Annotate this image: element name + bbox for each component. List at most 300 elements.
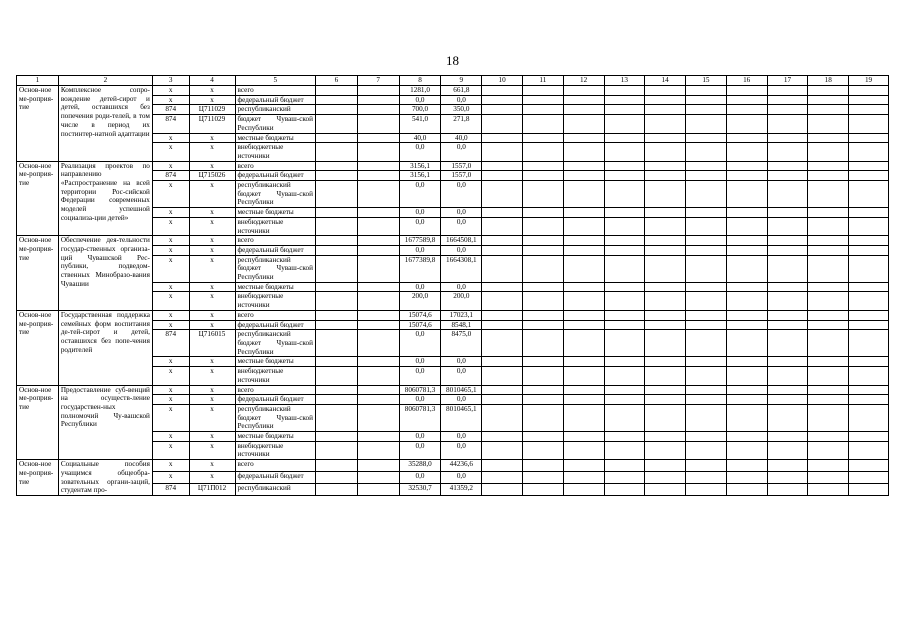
empty-cell <box>563 105 604 115</box>
funding-source: республиканский бюджет Чуваш-ской Республики <box>235 181 316 208</box>
empty-cell <box>726 143 767 161</box>
value-col-8: 0,0 <box>399 472 441 484</box>
empty-cell <box>726 484 767 496</box>
empty-cell <box>808 115 849 133</box>
empty-cell <box>849 484 889 496</box>
value-col-8: 8060781,3 <box>399 385 441 395</box>
empty-cell <box>357 86 399 96</box>
empty-cell <box>808 282 849 292</box>
empty-cell <box>808 432 849 442</box>
empty-cell <box>482 133 523 143</box>
table-row <box>17 385 889 395</box>
empty-cell <box>482 255 523 282</box>
empty-cell <box>726 395 767 405</box>
grbs-code: x <box>152 236 189 246</box>
empty-cell <box>604 171 645 181</box>
funding-source: федеральный бюджет <box>235 95 316 105</box>
value-col-9: 40,0 <box>441 133 482 143</box>
empty-cell <box>563 217 604 235</box>
activity-name: Обеспечение дея-тельности государ-ственных организа-ций Чувашской Рес-публики, подведом-ственных Минобразо-вания Чувашии <box>58 236 152 311</box>
empty-cell <box>808 208 849 218</box>
value-col-8: 700,0 <box>399 105 441 115</box>
empty-cell <box>316 236 358 246</box>
empty-cell <box>563 432 604 442</box>
empty-cell <box>686 385 727 395</box>
grbs-code: x <box>152 255 189 282</box>
empty-cell <box>522 86 563 96</box>
empty-cell <box>522 143 563 161</box>
target-item-code: x <box>189 367 235 385</box>
funding-source: внебюджетные источники <box>235 367 316 385</box>
value-col-9: 200,0 <box>441 292 482 310</box>
empty-cell <box>767 432 808 442</box>
empty-cell <box>767 217 808 235</box>
value-col-9: 8010465,1 <box>441 404 482 431</box>
empty-cell <box>357 143 399 161</box>
empty-cell <box>686 320 727 330</box>
value-col-8: 0,0 <box>399 208 441 218</box>
target-item-code: x <box>189 217 235 235</box>
empty-cell <box>645 310 686 320</box>
empty-cell <box>316 143 358 161</box>
empty-cell <box>726 320 767 330</box>
funding-source: федеральный бюджет <box>235 245 316 255</box>
empty-cell <box>482 385 523 395</box>
empty-cell <box>686 330 727 357</box>
grbs-code: 874 <box>152 484 189 496</box>
empty-cell <box>808 472 849 484</box>
column-header: 3 <box>152 76 189 86</box>
value-col-9: 1664308,1 <box>441 255 482 282</box>
grbs-code: 874 <box>152 105 189 115</box>
grbs-code: x <box>152 404 189 431</box>
empty-cell <box>808 385 849 395</box>
funding-source: федеральный бюджет <box>235 472 316 484</box>
empty-cell <box>849 320 889 330</box>
empty-cell <box>686 441 727 459</box>
empty-cell <box>849 460 889 472</box>
empty-cell <box>563 367 604 385</box>
empty-cell <box>849 310 889 320</box>
empty-cell <box>604 181 645 208</box>
empty-cell <box>316 245 358 255</box>
empty-cell <box>522 292 563 310</box>
empty-cell <box>563 255 604 282</box>
empty-cell <box>563 245 604 255</box>
empty-cell <box>767 292 808 310</box>
empty-cell <box>316 105 358 115</box>
empty-cell <box>316 357 358 367</box>
empty-cell <box>645 404 686 431</box>
empty-cell <box>686 236 727 246</box>
empty-cell <box>645 385 686 395</box>
empty-cell <box>357 171 399 181</box>
empty-cell <box>316 460 358 472</box>
empty-cell <box>808 460 849 472</box>
empty-cell <box>686 472 727 484</box>
activity-type: Основ-ное ме-роприя-тие <box>17 310 59 385</box>
empty-cell <box>482 181 523 208</box>
empty-cell <box>686 95 727 105</box>
empty-cell <box>522 460 563 472</box>
empty-cell <box>767 282 808 292</box>
empty-cell <box>357 395 399 405</box>
empty-cell <box>563 161 604 171</box>
value-col-8: 0,0 <box>399 95 441 105</box>
value-col-8: 0,0 <box>399 245 441 255</box>
activity-name: Социальные пособия учащимся общеобра-зовательных органи-заций, студентам про- <box>58 460 152 496</box>
target-item-code: Ц711029 <box>189 115 235 133</box>
empty-cell <box>482 484 523 496</box>
column-header: 7 <box>357 76 399 86</box>
empty-cell <box>604 95 645 105</box>
empty-cell <box>645 95 686 105</box>
value-col-8: 0,0 <box>399 395 441 405</box>
empty-cell <box>808 292 849 310</box>
column-header: 1 <box>17 76 59 86</box>
empty-cell <box>522 385 563 395</box>
table-row <box>17 161 889 171</box>
empty-cell <box>808 181 849 208</box>
empty-cell <box>849 472 889 484</box>
empty-cell <box>767 171 808 181</box>
empty-cell <box>808 404 849 431</box>
empty-cell <box>357 217 399 235</box>
empty-cell <box>563 133 604 143</box>
empty-cell <box>482 217 523 235</box>
empty-cell <box>563 86 604 96</box>
empty-cell <box>849 115 889 133</box>
column-header: 5 <box>235 76 316 86</box>
empty-cell <box>357 133 399 143</box>
empty-cell <box>316 171 358 181</box>
empty-cell <box>726 255 767 282</box>
empty-cell <box>522 367 563 385</box>
target-item-code: Ц716015 <box>189 330 235 357</box>
empty-cell <box>767 245 808 255</box>
column-header: 18 <box>808 76 849 86</box>
target-item-code: x <box>189 245 235 255</box>
empty-cell <box>604 255 645 282</box>
target-item-code: x <box>189 441 235 459</box>
empty-cell <box>767 105 808 115</box>
funding-source: всего <box>235 385 316 395</box>
empty-cell <box>604 115 645 133</box>
empty-cell <box>563 292 604 310</box>
empty-cell <box>686 255 727 282</box>
empty-cell <box>357 310 399 320</box>
empty-cell <box>645 208 686 218</box>
funding-source: местные бюджеты <box>235 357 316 367</box>
empty-cell <box>767 95 808 105</box>
empty-cell <box>316 395 358 405</box>
activity-name: Реализация проектов по направлению «Распространение на всей территории Рос-сийской Федерации современных моделей успешной социализа-ции детей» <box>58 161 152 236</box>
empty-cell <box>645 320 686 330</box>
empty-cell <box>849 95 889 105</box>
funding-source: федеральный бюджет <box>235 395 316 405</box>
empty-cell <box>849 385 889 395</box>
value-col-8: 0,0 <box>399 282 441 292</box>
value-col-9: 44236,6 <box>441 460 482 472</box>
empty-cell <box>767 236 808 246</box>
empty-cell <box>645 115 686 133</box>
value-col-8: 0,0 <box>399 181 441 208</box>
empty-cell <box>522 320 563 330</box>
grbs-code: x <box>152 86 189 96</box>
empty-cell <box>726 282 767 292</box>
funding-source: республиканский бюджет Чуваш-ской Республики <box>235 330 316 357</box>
empty-cell <box>767 143 808 161</box>
value-col-8: 0,0 <box>399 432 441 442</box>
empty-cell <box>604 133 645 143</box>
empty-cell <box>849 208 889 218</box>
empty-cell <box>686 484 727 496</box>
activity-type: Основ-ное ме-роприя-тие <box>17 86 59 162</box>
column-header: 9 <box>441 76 482 86</box>
empty-cell <box>808 330 849 357</box>
funding-source: внебюджетные источники <box>235 217 316 235</box>
empty-cell <box>849 236 889 246</box>
empty-cell <box>808 357 849 367</box>
funding-source: местные бюджеты <box>235 282 316 292</box>
empty-cell <box>522 133 563 143</box>
empty-cell <box>726 472 767 484</box>
empty-cell <box>849 441 889 459</box>
empty-cell <box>645 133 686 143</box>
funding-source: республиканский бюджет Чуваш-ской Республики <box>235 255 316 282</box>
empty-cell <box>767 133 808 143</box>
target-item-code: x <box>189 357 235 367</box>
empty-cell <box>563 330 604 357</box>
value-col-9: 1664508,1 <box>441 236 482 246</box>
empty-cell <box>604 330 645 357</box>
empty-cell <box>645 367 686 385</box>
empty-cell <box>686 86 727 96</box>
empty-cell <box>645 143 686 161</box>
empty-cell <box>357 330 399 357</box>
empty-cell <box>563 441 604 459</box>
empty-cell <box>604 208 645 218</box>
funding-source: всего <box>235 460 316 472</box>
empty-cell <box>645 357 686 367</box>
funding-source: республиканский <box>235 484 316 496</box>
empty-cell <box>563 310 604 320</box>
empty-cell <box>357 236 399 246</box>
empty-cell <box>357 245 399 255</box>
grbs-code: x <box>152 217 189 235</box>
empty-cell <box>808 161 849 171</box>
empty-cell <box>808 236 849 246</box>
column-header: 8 <box>399 76 441 86</box>
empty-cell <box>645 171 686 181</box>
value-col-9: 1557,0 <box>441 171 482 181</box>
value-col-8: 0,0 <box>399 357 441 367</box>
empty-cell <box>316 432 358 442</box>
empty-cell <box>522 208 563 218</box>
target-item-code: x <box>189 95 235 105</box>
empty-cell <box>726 357 767 367</box>
empty-cell <box>645 282 686 292</box>
empty-cell <box>604 86 645 96</box>
empty-cell <box>849 181 889 208</box>
table-row <box>17 86 889 96</box>
value-col-8: 1281,0 <box>399 86 441 96</box>
value-col-9: 0,0 <box>441 95 482 105</box>
empty-cell <box>726 404 767 431</box>
empty-cell <box>522 171 563 181</box>
empty-cell <box>686 171 727 181</box>
empty-cell <box>604 217 645 235</box>
empty-cell <box>357 115 399 133</box>
grbs-code: x <box>152 143 189 161</box>
empty-cell <box>522 310 563 320</box>
empty-cell <box>686 208 727 218</box>
value-col-9: 0,0 <box>441 472 482 484</box>
empty-cell <box>726 385 767 395</box>
column-header: 13 <box>604 76 645 86</box>
empty-cell <box>563 143 604 161</box>
grbs-code: x <box>152 357 189 367</box>
empty-cell <box>482 357 523 367</box>
funding-source: внебюджетные источники <box>235 143 316 161</box>
empty-cell <box>316 385 358 395</box>
empty-cell <box>357 472 399 484</box>
empty-cell <box>563 484 604 496</box>
empty-cell <box>357 404 399 431</box>
target-item-code: x <box>189 255 235 282</box>
empty-cell <box>726 217 767 235</box>
value-col-9: 1557,0 <box>441 161 482 171</box>
empty-cell <box>645 292 686 310</box>
empty-cell <box>645 330 686 357</box>
empty-cell <box>563 395 604 405</box>
empty-cell <box>726 133 767 143</box>
empty-cell <box>645 105 686 115</box>
empty-cell <box>357 367 399 385</box>
empty-cell <box>604 320 645 330</box>
empty-cell <box>316 404 358 431</box>
empty-cell <box>726 245 767 255</box>
empty-cell <box>604 367 645 385</box>
column-header: 14 <box>645 76 686 86</box>
empty-cell <box>808 367 849 385</box>
column-header: 4 <box>189 76 235 86</box>
grbs-code: x <box>152 320 189 330</box>
empty-cell <box>522 255 563 282</box>
empty-cell <box>522 105 563 115</box>
empty-cell <box>767 460 808 472</box>
value-col-9: 0,0 <box>441 282 482 292</box>
value-col-8: 35288,0 <box>399 460 441 472</box>
value-col-8: 40,0 <box>399 133 441 143</box>
column-header: 11 <box>522 76 563 86</box>
value-col-9: 0,0 <box>441 395 482 405</box>
empty-cell <box>316 255 358 282</box>
empty-cell <box>726 441 767 459</box>
empty-cell <box>686 404 727 431</box>
empty-cell <box>357 320 399 330</box>
empty-cell <box>808 441 849 459</box>
empty-cell <box>316 217 358 235</box>
empty-cell <box>849 143 889 161</box>
empty-cell <box>686 133 727 143</box>
empty-cell <box>482 460 523 472</box>
column-header: 19 <box>849 76 889 86</box>
value-col-9: 41359,2 <box>441 484 482 496</box>
empty-cell <box>522 236 563 246</box>
empty-cell <box>563 208 604 218</box>
grbs-code: x <box>152 460 189 472</box>
empty-cell <box>522 484 563 496</box>
value-col-8: 15074,6 <box>399 310 441 320</box>
grbs-code: x <box>152 385 189 395</box>
value-col-9: 0,0 <box>441 432 482 442</box>
empty-cell <box>482 236 523 246</box>
empty-cell <box>357 441 399 459</box>
value-col-9: 8475,0 <box>441 330 482 357</box>
empty-cell <box>645 86 686 96</box>
value-col-9: 0,0 <box>441 208 482 218</box>
empty-cell <box>563 171 604 181</box>
empty-cell <box>522 432 563 442</box>
empty-cell <box>808 133 849 143</box>
empty-cell <box>604 460 645 472</box>
empty-cell <box>604 385 645 395</box>
funding-source: всего <box>235 310 316 320</box>
empty-cell <box>767 181 808 208</box>
grbs-code: x <box>152 245 189 255</box>
grbs-code: x <box>152 161 189 171</box>
target-item-code: x <box>189 181 235 208</box>
empty-cell <box>316 208 358 218</box>
grbs-code: x <box>152 208 189 218</box>
empty-cell <box>563 404 604 431</box>
funding-source: бюджет Чуваш-ской Республики <box>235 115 316 133</box>
empty-cell <box>357 95 399 105</box>
empty-cell <box>767 330 808 357</box>
empty-cell <box>808 255 849 282</box>
empty-cell <box>563 115 604 133</box>
funding-source: местные бюджеты <box>235 208 316 218</box>
empty-cell <box>357 385 399 395</box>
empty-cell <box>482 143 523 161</box>
empty-cell <box>849 161 889 171</box>
column-header: 12 <box>563 76 604 86</box>
page-number: 18 <box>446 53 459 68</box>
empty-cell <box>808 245 849 255</box>
value-col-8: 0,0 <box>399 330 441 357</box>
empty-cell <box>563 472 604 484</box>
empty-cell <box>522 245 563 255</box>
empty-cell <box>604 245 645 255</box>
empty-cell <box>849 367 889 385</box>
empty-cell <box>767 395 808 405</box>
funding-source: всего <box>235 86 316 96</box>
value-col-9: 8548,1 <box>441 320 482 330</box>
empty-cell <box>604 441 645 459</box>
empty-cell <box>563 385 604 395</box>
activity-name: Государственная поддержка семейных форм воспитания де-тей-сирот и детей, оставшихся без попе-чения родителей <box>58 310 152 385</box>
empty-cell <box>849 395 889 405</box>
empty-cell <box>357 357 399 367</box>
empty-cell <box>849 86 889 96</box>
empty-cell <box>316 330 358 357</box>
empty-cell <box>726 86 767 96</box>
empty-cell <box>686 432 727 442</box>
funding-source: местные бюджеты <box>235 432 316 442</box>
empty-cell <box>849 171 889 181</box>
target-item-code: x <box>189 161 235 171</box>
